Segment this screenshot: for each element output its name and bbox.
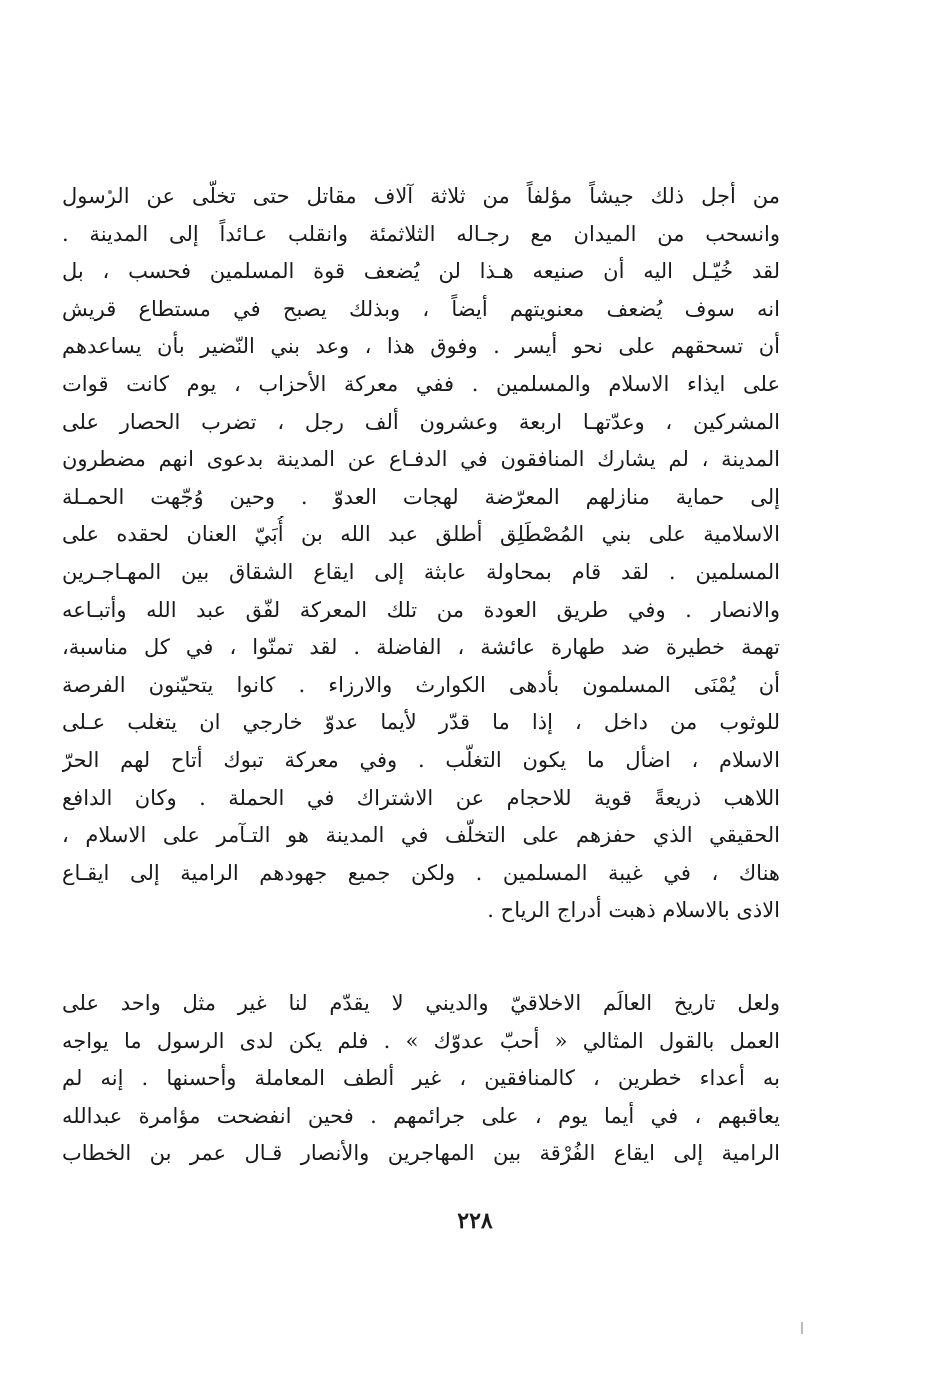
text-line: الرامية إلى ايقاع الفُرْقة بين المهاجرين والأنصار قـال عمر بن الخطاب (62, 1141, 780, 1166)
text-line: المشركين ، وعدّتهـا اربعة وعشرون ألف رجل ، تضرب الحصار على (62, 409, 780, 434)
text-line: اللاهب ذريعةً قوية للاحجام عن الاشتراك في الحملة . وكان الدافع (62, 785, 780, 810)
text-line: أن تسحقهم على نحو أيسر . وفوق هذا ، وعد بني النّضير بأن يساعدهم (62, 334, 780, 359)
text-line: هناك ، في غيبة المسلمين . ولكن جميع جهودهم الرامية إلى ايقـاع (62, 860, 780, 885)
text-line: المدينة ، لم يشارك المنافقون في الدفـاع عن المدينة بدعوى انهم مضطرون (62, 447, 780, 472)
text-line: الاذى بالاسلام ذهبت أدراج الرياح . (487, 898, 780, 923)
text-line: الاسلام ، اضأل ما يكون التغلّب . وفي معركة تبوك أتاح لهم الحرّ (62, 747, 780, 772)
paragraph-1 (62, 178, 780, 930)
text-line: إلى حماية منازلهم المعرّضة لهجات العدوّ . وحين وُجّهت الحمـلة (62, 484, 780, 509)
text-line: يعاقبهم ، في أيما يوم ، على جرائمهم . فحين انفضحت مؤامرة عبدالله (62, 1103, 780, 1128)
text-line: للوثوب من داخل ، إذا ما قدّر لأيما عدوّ خارجي ان يتغلب عـلى (62, 710, 780, 735)
text-line: تهمة خطيرة ضد طهارة عائشة ، الفاضلة . لقد تمنّوا ، في كل مناسبة، (62, 635, 780, 660)
paragraph-2 (62, 985, 780, 1173)
text-line: أن يُمْنَى المسلمون بأدهى الكوارث والارزاء . كانوا يتحيّنون الفرصة (62, 672, 780, 697)
text-line: العمل بالقول المثالي « أحبّ عدوّك » . فلم يكن لدى الرسول ما يواجه (62, 1028, 780, 1053)
text-line: المسلمين . لقد قام بمحاولة عابثة إلى ايقاع الشقاق بين المهـاجـرين (62, 559, 780, 584)
text-line: به أعداء خطرين ، كالمنافقين ، غير ألطف المعاملة وأحسنها . إنه لم (62, 1066, 780, 1091)
text-line: لقد خُيّـل اليه أن صنيعه هـذا لن يُضعف قوة المسلمين فحسب ، بل (62, 259, 780, 284)
text-line: انه سوف يُضعف معنويتهم أيضاً ، وبذلك يصبح في مستطاع قريش (62, 296, 780, 321)
text-line: وانسحب من الميدان مع رجـاله الثلاثمئة وانقلب عـائداً إلى المدينة . (62, 221, 780, 246)
text-line: من أجل ذلك جيشاً مؤلفاً من ثلاثة آلاف مقاتل حتى تخلّى عن الرسول (62, 184, 780, 208)
text-line: والانصار . وفي طريق العودة من تلك المعركة لفّق عبد الله وأتبـاعه (62, 597, 780, 622)
page-edge-mark (801, 1322, 803, 1334)
text-line: الحقيقي الذي حفزهم على التخلّف في المدينة هو التـآمر على الاسلام ، (62, 823, 780, 848)
text-line: على ايذاء الاسلام والمسلمين . ففي معركة الأحزاب ، يوم كانت قوات (62, 371, 780, 396)
text-line: الاسلامية على بني المُصْطَلِق أطلق عبد الله بن أُبَيّ العنان لحقده على (62, 522, 780, 547)
text-line: ولعل تاريخ العالَم الاخلاقيّ والديني لا يقدّم لنا غير مثل واحد على (62, 991, 780, 1015)
page-number: ٢٢٨ (457, 1208, 493, 1234)
